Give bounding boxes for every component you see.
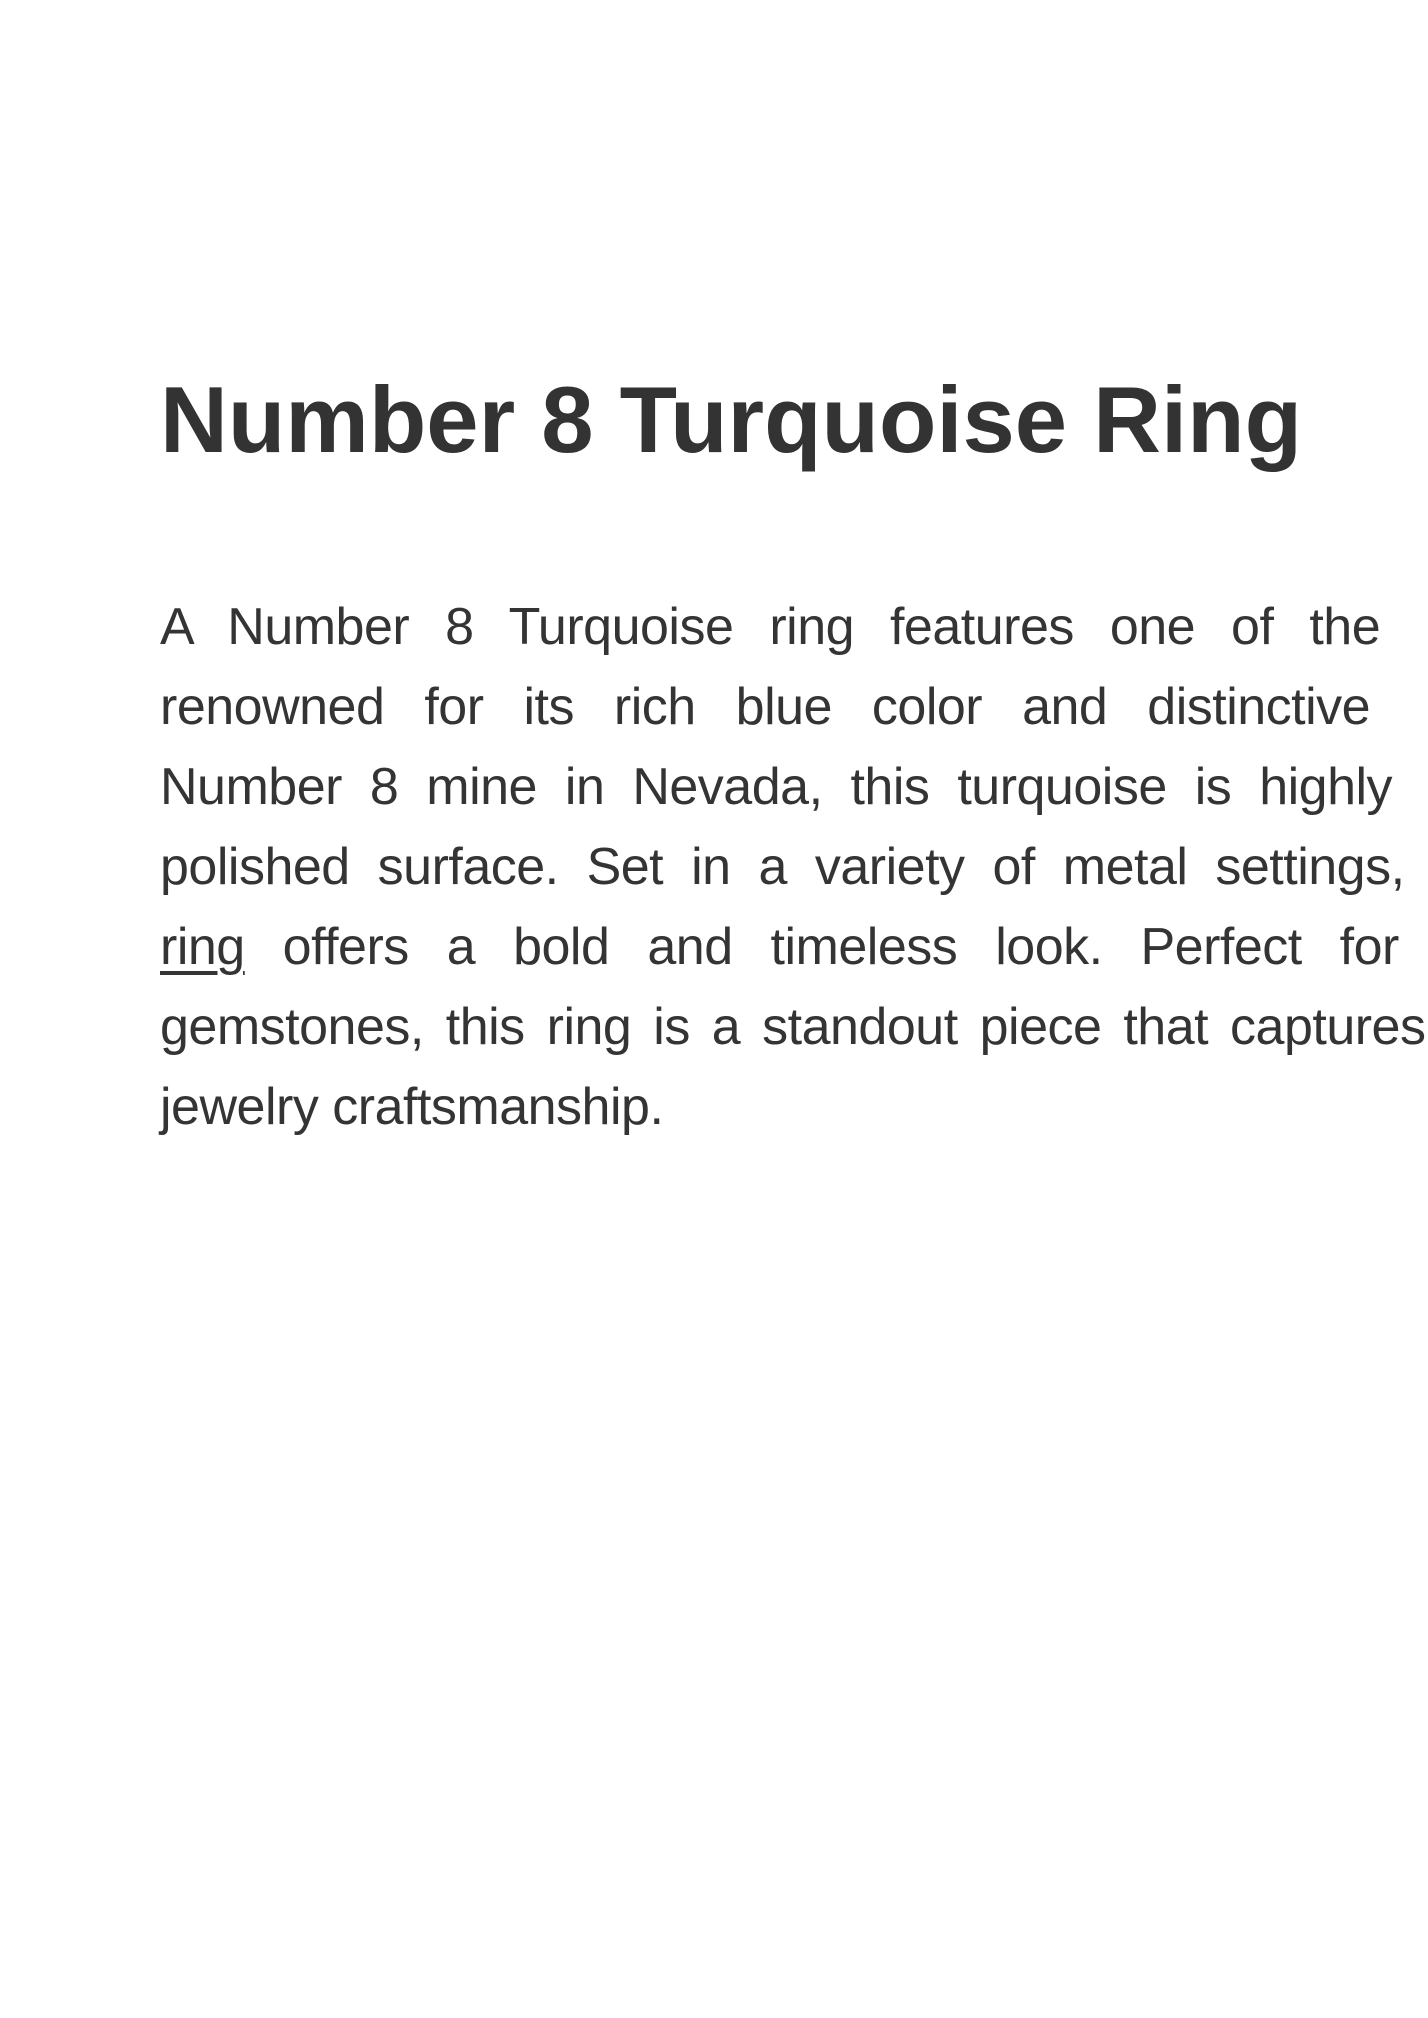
paragraph-text: offers a bold and timeless look. Perfect for [244, 918, 1399, 976]
paragraph-line [160, 587, 1428, 667]
paragraph-text: jewelry craftsmanship. [160, 1078, 664, 1136]
page-title: Number 8 Turquoise Ring [160, 367, 1302, 472]
paragraph-text: A Number 8 Turquoise ring features one of the [160, 598, 1381, 656]
paragraph-text: renowned for its rich blue color and distinctive [160, 678, 1371, 736]
paragraph-text: Number 8 mine in Nevada, this turquoise is highly [160, 758, 1393, 816]
paragraph-line [160, 1067, 1428, 1147]
paragraph-text: polished surface. Set in a variety of metal settings, [160, 838, 1405, 896]
description-paragraph [160, 587, 1428, 1147]
paragraph-line [160, 747, 1428, 827]
paragraph-line [160, 827, 1428, 907]
paragraph-line [160, 987, 1428, 1067]
ring-link[interactable]: ring [160, 918, 245, 976]
paragraph-line [160, 907, 1428, 987]
paragraph-text: gemstones, this ring is a standout piece that captures [160, 998, 1426, 1056]
paragraph-line [160, 667, 1428, 747]
